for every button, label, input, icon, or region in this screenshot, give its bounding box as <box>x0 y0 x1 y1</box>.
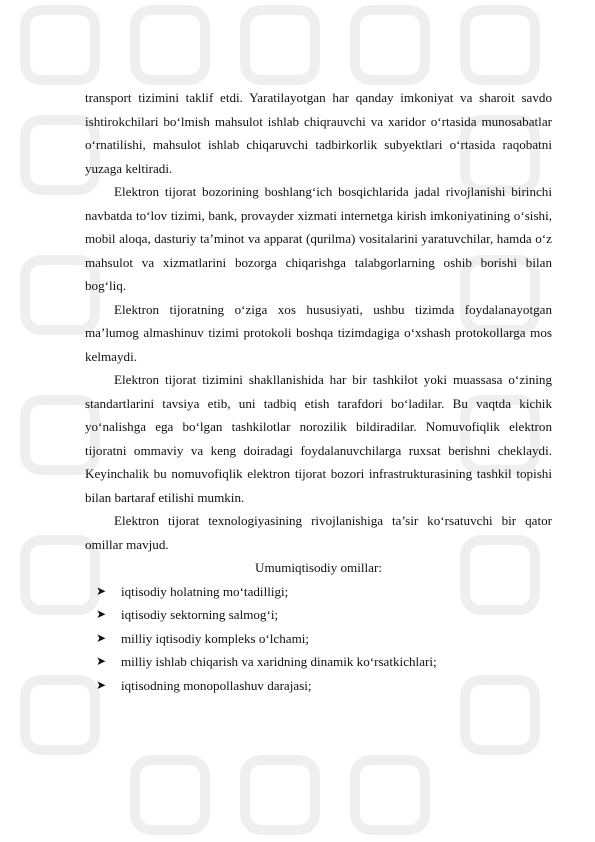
arrowhead-bullet-icon: ➤ <box>96 630 107 645</box>
paragraph-1: transport tizimini taklif etdi. Yaratilayotgan har qanday imkoniyat va sharoit savdo ishtirokchilari bo‘lmish mahsulot ishlab chiqrauvchi va xaridor o‘rtasida munosabatlar o‘rnatilishi, mahsulot ishlab chiqaruvchi tadbirkorlik subyektlari o‘rtasida raqobatni yuzaga keltiradi. <box>85 90 552 176</box>
factor-list <box>85 580 552 698</box>
arrowhead-bullet-icon: ➤ <box>96 607 107 621</box>
list-item-text: iqtisodiy holatning mo‘tadilligi; <box>121 583 289 599</box>
arrowhead-bullet-icon: ➤ <box>96 677 107 692</box>
section-heading: Umumiqtisodiy omillar: <box>255 560 382 575</box>
paragraph-3: Elektron tijoratning o‘ziga xos hususiyati, ushbu tizimda foydalanayotgan ma’lumog almashinuv tizimi protokoli boshqa tizimdagiga o‘xshash protokollarga mos kelmaydi. <box>85 301 552 364</box>
list-item <box>85 627 552 651</box>
list-item <box>85 674 552 698</box>
list-item-text: iqtisodning monopollashuv darajasi; <box>121 677 312 693</box>
list-item <box>85 580 552 604</box>
paragraph-5: Elektron tijorat texnologiyasining rivojlanishiga ta’sir ko‘rsatuvchi bir qator omillar mavjud. <box>85 513 552 552</box>
paragraph-2: Elektron tijorat bozorining boshlang‘ich bosqichlarida jadal rivojlanishi birinchi navbatda to‘lov tizimi, bank, provayder xizmati internetga kirish imkoniyatining o‘sishi, mobil aloqa, dasturiy ta’minot va apparat (qurilma) vositalarini yaratuvchilar, hamda o‘z mahsulot va xizmatlarini bozorga chiqarishga talabgorlarning oshib borishi bilan bog‘liq. <box>85 184 552 293</box>
list-item-text: iqtisodiy sektorning salmog‘i; <box>121 607 279 622</box>
list-item <box>85 650 552 674</box>
paragraph-4: Elektron tijorat tizimini shakllanishida har bir tashkilot yoki muassasa o‘zining standartlarini tavsiya etib, uni tadbiq etish tarafdori bo‘ladilar. Bu vaqtda kichik yo‘nalishga ega bo‘lgan tashkilotlar norozilik bildiradilar. Nomuvofiqlik elektron tijoratni ommaviy va keng doiradagi foydalanuvchilarga ruxsat berishni cheklaydi. Keyinchalik bu nomuvofiqlik elektron tijorat bozori infrastrukturasining tashkil topishi bilan bartaraf etilishi mumkin. <box>85 372 552 505</box>
list-item-text: milliy iqtisodiy kompleks o‘lchami; <box>121 630 310 646</box>
list-item-text: milliy ishlab chiqarish va xaridning dinamik ko‘rsatkichlari; <box>121 654 437 669</box>
document-body <box>85 86 552 697</box>
arrowhead-bullet-icon: ➤ <box>96 654 107 668</box>
list-item <box>85 603 552 627</box>
arrowhead-bullet-icon: ➤ <box>96 583 107 598</box>
